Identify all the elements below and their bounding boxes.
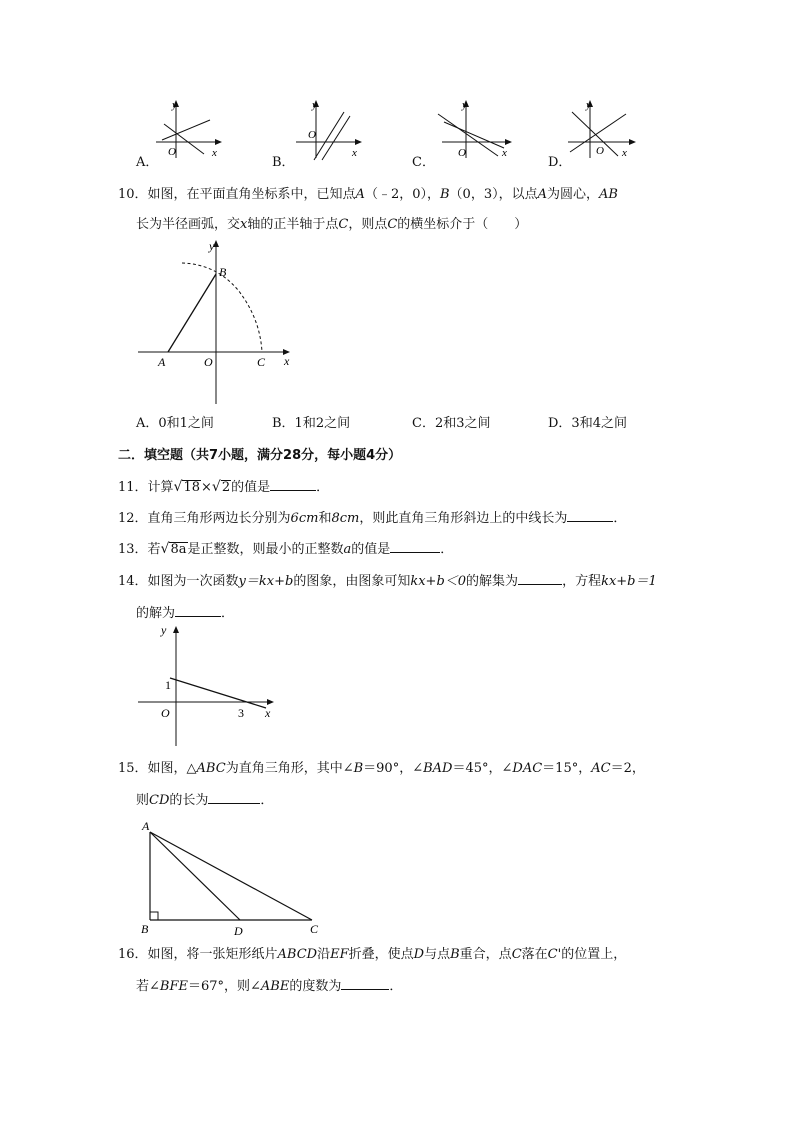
q10-option-c[interactable]: C．2和3之间 bbox=[412, 416, 491, 431]
sqrt-icon: √ bbox=[160, 541, 170, 557]
q9-graph-c bbox=[432, 98, 522, 162]
q10-stem-line2: 长为半径画弧，交x轴的正半轴于点C，则点C的横坐标介于（ ） bbox=[136, 217, 528, 232]
q10-stem-line1: 10．如图，在平面直角坐标系中，已知点A（﹣2，0），B（0，3），以点A为圆心，AB bbox=[118, 187, 618, 202]
line-1 bbox=[438, 114, 498, 156]
q11-answer-blank[interactable] bbox=[270, 478, 316, 491]
q9-graph-d bbox=[566, 98, 646, 162]
q13-answer-blank[interactable] bbox=[390, 540, 440, 553]
axis-y-label: y bbox=[172, 99, 177, 111]
axis-x-label: x bbox=[352, 147, 357, 159]
q9-option-c-label[interactable]: C． bbox=[412, 155, 435, 170]
q15-figure bbox=[134, 814, 330, 938]
q15-stem-line2: 则CD的长为 ． bbox=[136, 793, 274, 808]
segment-ac bbox=[150, 832, 312, 920]
line-2 bbox=[162, 120, 210, 140]
label-o: O bbox=[161, 706, 170, 720]
q15-answer-blank[interactable] bbox=[208, 791, 260, 804]
q9-option-a-label[interactable]: A． bbox=[136, 155, 159, 170]
axis-x-label: x bbox=[212, 147, 217, 159]
segment-ad bbox=[150, 832, 240, 920]
q9-option-b-label[interactable]: B． bbox=[272, 155, 295, 170]
q10-option-b[interactable]: B．1和2之间 bbox=[272, 416, 351, 431]
label-3: 3 bbox=[238, 706, 244, 720]
q10-option-a[interactable]: A．0和1之间 bbox=[136, 416, 214, 431]
line-2 bbox=[322, 116, 350, 160]
x-axis-arrow-icon bbox=[355, 139, 362, 145]
q14-stem-line2: 的解为 ． bbox=[136, 606, 235, 621]
x-axis-arrow-icon bbox=[215, 139, 222, 145]
sqrt-icon: √ bbox=[211, 479, 221, 495]
q14-figure bbox=[134, 620, 284, 752]
label-x: x bbox=[284, 354, 290, 368]
section-2-title: 二．填空题（共7小题，满分28分，每小题4分） bbox=[118, 448, 402, 463]
label-a: A bbox=[158, 355, 166, 369]
right-angle-icon bbox=[150, 912, 158, 920]
axis-y-label: y bbox=[462, 99, 467, 111]
label-c: C bbox=[257, 355, 266, 369]
origin-label: O bbox=[168, 146, 176, 158]
label-o: O bbox=[204, 355, 213, 369]
q16-answer-blank[interactable] bbox=[341, 977, 389, 990]
q16-stem-line2: 若∠BFE＝67°，则∠ABE的度数为 ． bbox=[136, 979, 403, 994]
q16-stem-line1: 16．如图，将一张矩形纸片ABCD沿EF折叠，使点D与点B重合，点C落在C'的位置上， bbox=[118, 947, 627, 962]
line-2 bbox=[444, 122, 504, 148]
function-line bbox=[170, 678, 266, 708]
axis-y-label: y bbox=[586, 99, 591, 111]
q13-stem: 13．若√8a是正整数，则最小的正整数a的值是 ． bbox=[118, 541, 454, 557]
axis-x-label: x bbox=[502, 147, 507, 159]
label-y: y bbox=[161, 623, 167, 637]
axis-y-label: y bbox=[312, 99, 317, 111]
line-1 bbox=[572, 112, 618, 156]
q9-option-d-label[interactable]: D． bbox=[548, 155, 572, 170]
q10-option-d[interactable]: D．3和4之间 bbox=[548, 416, 627, 431]
origin-label: O bbox=[596, 145, 604, 157]
label-1: 1 bbox=[165, 678, 171, 692]
q9-graph-b bbox=[292, 98, 372, 162]
line-1 bbox=[314, 112, 344, 160]
label-b: B bbox=[219, 265, 227, 279]
y-axis-arrow-icon bbox=[173, 626, 179, 633]
x-axis-arrow-icon bbox=[629, 139, 636, 145]
q15-stem-line1: 15．如图，△ABC为直角三角形，其中∠B＝90°，∠BAD＝45°，∠DAC＝15°，AC＝2， bbox=[118, 761, 645, 776]
label-x: x bbox=[265, 706, 271, 720]
sqrt-icon: √ bbox=[173, 479, 183, 495]
label-y: y bbox=[209, 239, 215, 253]
x-axis-arrow-icon bbox=[267, 699, 274, 705]
label-b: B bbox=[141, 922, 149, 936]
q10-figure bbox=[134, 236, 304, 408]
label-a: A bbox=[142, 819, 150, 833]
x-axis-arrow-icon bbox=[505, 139, 512, 145]
q12-stem: 12．直角三角形两边长分别为6cm和8cm，则此直角三角形斜边上的中线长为 ． bbox=[118, 511, 627, 526]
origin-label: O bbox=[458, 147, 466, 159]
q11-stem: 11．计算√18×√2的值是 ． bbox=[118, 479, 330, 495]
q14-answer-blank-2[interactable] bbox=[175, 604, 221, 617]
q12-answer-blank[interactable] bbox=[567, 509, 613, 522]
q9-graph-a bbox=[152, 98, 232, 162]
origin-label: O bbox=[308, 129, 316, 141]
q14-answer-blank-1[interactable] bbox=[518, 572, 562, 585]
label-d: D bbox=[234, 924, 243, 938]
segment-ab bbox=[168, 274, 216, 352]
q14-stem-line1: 14．如图为一次函数y＝kx+b的图象，由图象可知kx+b＜0的解集为 ，方程kx+b＝1 bbox=[118, 574, 657, 589]
axis-x-label: x bbox=[622, 147, 627, 159]
label-c: C bbox=[310, 922, 319, 936]
